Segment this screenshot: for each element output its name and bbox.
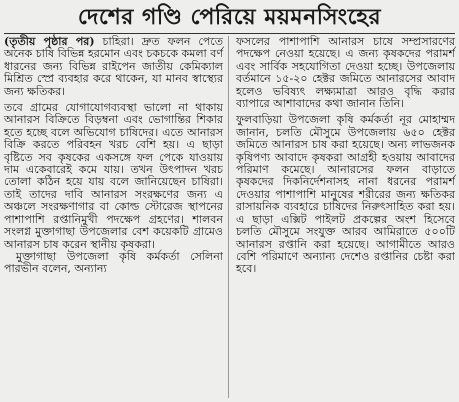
column-divider <box>228 36 229 398</box>
left-paragraph-1 <box>4 36 223 98</box>
right-column <box>236 36 455 276</box>
left-column <box>4 36 223 276</box>
headline-rule <box>4 33 455 34</box>
left-paragraph-1-text: চাহিরা। দ্রুত ফলন পেতে অনেক চাষি বিভিন্ন হরমোন এবং চকচকে কমলা বর্ণ ধারনের জন্য বিভিন্ন রাইপেন জাতীয় কেমিক্যাল মিশ্রিত স্প্রে ব্যবহার করে থাকেন, যা মানব স্বাস্থ্যের জন্য ক্ষতিকর। <box>4 35 223 98</box>
right-paragraph-2: ফুলবাড়িয়া উপজেলা কৃষি কর্মকর্তা নূর মোহাম্মদ জানান, চলতি মৌসুমে উপজেলায় ৬৫০ হেক্টর জমিতে আনারস চাষ করা হয়েছে। অন্য লাভজনক কৃষিপণ্য আবাদে কৃষকরা আগ্রহী হওয়ায় আবাদের পরিমাণ কমেছে। আনারসের ফলন বাড়াতে কৃষকদের দিকনির্দেশনাসহ নানা ধরনের পরামর্শ দেওয়ার পাশাপাশি মানুষের শরীরের জন্য ক্ষতিকর রাসায়নিক ব্যবহারে চাষিদের নিরুৎসাহিত করা হয়। এ ছাড়া এক্সিট পাইলট প্রকল্পের অংশ হিসেবে চলতি মৌসুমে সংযুক্ত আরব আমিরাতে ৫০০টি আনারস রপ্তানি করা হয়েছে। আগামীতে আরও বেশি পরিমাণে অন্যান্য দেশেও রপ্তানির চেষ্টা করা হবে। <box>236 113 455 276</box>
article-headline: দেশের গণ্ডি পেরিয়ে ময়মনসিংহের <box>77 4 382 30</box>
left-paragraph-3: মুক্তাগাছা উপজেলা কৃষি কর্মকর্তা সেলিনা পারভীন বলেন, অন্যান্য <box>4 249 223 276</box>
continued-tag: (তৃতীয় পৃষ্ঠার পর) <box>4 35 95 48</box>
left-paragraph-2: তবে গ্রামের যোগাযোগব্যবস্থা ভালো না থাকায় আনারস বিক্রিতে বিড়ম্বনা এবং ভোগান্তির শিকার হতে হচ্ছে বলে অভিযোগ চাষিদের। এতে আনারস বিক্রি করতে পরিবহন খরচ বেশি হয়। এ ছাড়া বৃষ্টিতে সব কৃষকের একসঙ্গে ফল পেকে যাওয়ায় দাম একেবারেই কমে যায়। তখন উৎপাদন খরচ তোলা কঠিন হয়ে যায় বলে জানিয়েছেন চাষিরা। তাই তাদের দাবি আনারস সংরক্ষণের জন্য এ অঞ্চলে সংরক্ষণাগার বা কোল্ড স্টোরেজ স্থাপনের পাশাপাশি রপ্তানিমুখী পদক্ষেপ গ্রহণের। শালবন সংলগ্ন মুক্তাগাছা উপজেলার বেশ কয়েকটি গ্রামেও আনারস চাষ করেন স্থানীয় কৃষকরা। <box>4 101 223 251</box>
right-paragraph-1: ফসলের পাশাপাশি আনারস চাষে সম্প্রসারণের পদক্ষেপ নেওয়া হয়েছে। এ জন্য কৃষকদের পরামর্শ এবং সার্বিক সহযোগিতা দেওয়া হচ্ছে। উপজেলায় বর্তমানে ১৫-২০ হেক্টর জমিতে আনারসের আবাদ হলেও ভবিষ্যৎ লক্ষ্যমাত্রা আরও বৃদ্ধি করার ব্যাপারে আশাবাদের কথা জানান তিনি। <box>236 35 455 111</box>
